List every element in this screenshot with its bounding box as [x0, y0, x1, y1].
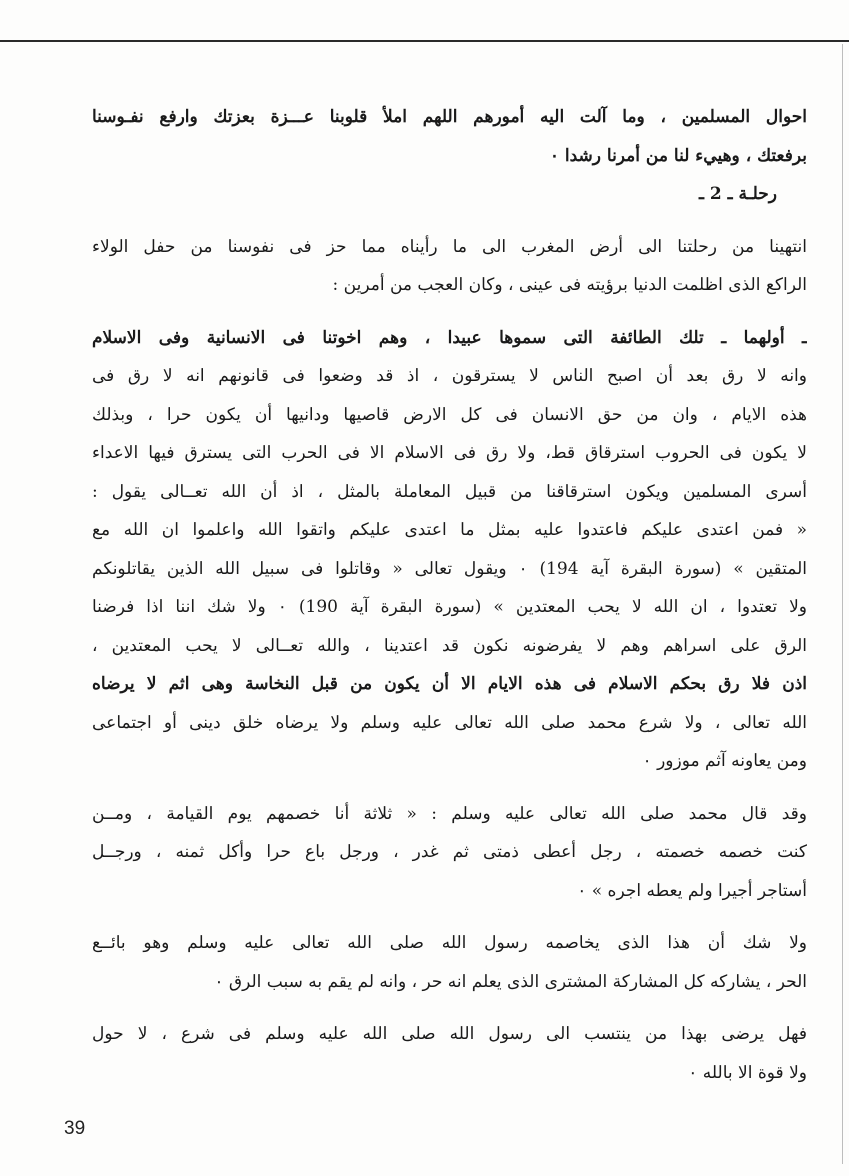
text-line: هذه الايام ، وان من حق الانسان فى كل الارض قاصيها ودانيها أن يكون حرا ، وبذلك: [92, 404, 807, 425]
text-line: ـ أولهما ـ تلك الطائفة التى سموها عبيدا ، وهم اخوتنا فى الانسانية وفى الاسلام: [92, 327, 807, 348]
page-edge-line: [842, 44, 843, 1164]
text-line: وانه لا رق بعد أن اصبح الناس لا يسترقون ، اذ قد وضعوا فى قانونهم انه لا رق فى: [92, 366, 807, 386]
page-number: 39: [64, 1118, 86, 1139]
text-line: برفعتك ، وهييء لنا من أمرنا رشدا ٠: [549, 145, 807, 166]
text-line: ولا تعتدوا ، ان الله لا يحب المعتدين » (سورة البقرة آية 190) ٠ ولا شك اننا اذا فرضنا: [92, 597, 807, 617]
text-line: وقد قال محمد صلى الله تعالى عليه وسلم : « ثلاثة أنا خصمهم يوم القيامة ، ومــن: [92, 803, 807, 824]
text-line: أستاجر أجيرا ولم يعطه اجره » ٠: [577, 880, 807, 901]
text-line: الراكع الذى اظلمت الدنيا برؤيته فى عينى ، وكان العجب من أمرين :: [332, 275, 807, 295]
section-heading: رحلـة ـ 2 ـ: [698, 184, 777, 204]
text-line: انتهينا من رحلتنا الى أرض المغرب الى ما رأيناه مما حز فى نفوسنا من حفل الولاء: [92, 236, 807, 257]
text-line: ولا قوة الا بالله ٠: [688, 1062, 807, 1083]
top-border-line: [0, 40, 849, 42]
text-line: اذن فلا رق بحكم الاسلام فى هذه الايام الا أن يكون من قبل النخاسة وهى اثم لا يرضاه: [92, 674, 807, 694]
text-line: فهل يرضى بهذا من ينتسب الى رسول الله صلى الله عليه وسلم فى شرع ، لا حول: [92, 1024, 807, 1044]
text-line: لا يكون فى الحروب استرقاق قط، ولا رق فى الاسلام الا فى الحرب التى يسترق فيها الاعداء: [92, 443, 807, 463]
text-line: الحر ، يشاركه كل المشاركة المشترى الذى يعلم انه حر ، وانه لم يقم به سبب الرق ٠: [214, 971, 807, 992]
text-line: « فمن اعتدى عليكم فاعتدوا عليه بمثل ما اعتدى عليكم واتقوا الله واعلموا ان الله مع: [92, 520, 807, 540]
text-line: المتقين » (سورة البقرة آية 194) ٠ ويقول تعالى « وقاتلوا فى سبيل الله الذين يقاتلونكم: [92, 558, 807, 579]
text-line: أسرى المسلمين ويكون استرقاقنا من قبيل المعاملة بالمثل ، اذ أن الله تعــالى يقول :: [92, 481, 807, 502]
body-text: [92, 98, 807, 1092]
text-line: ولا شك أن هذا الذى يخاصمه رسول الله صلى الله تعالى عليه وسلم وهو بائــع: [92, 933, 807, 953]
text-line: الله تعالى ، ولا شرع محمد صلى الله تعالى عليه وسلم ولا يرضاه خلق دينى أو اجتماعى: [92, 712, 807, 733]
text-line: احوال المسلمين ، وما آلت اليه أمورهم اللهم املأ قلوبنا عـــزة بعزتك وارفع نفـوسنا: [92, 107, 807, 127]
text-line: كنت خصمه خصمته ، رجل أعطى ذمتى ثم غدر ، ورجل باع حرا وأكل ثمنه ، ورجــل: [92, 842, 807, 862]
text-line: ومن يعاونه آثم موزور ٠: [642, 751, 807, 771]
text-line: الرق على اسراهم وهم لا يفرضونه نكون قد اعتدينا ، والله تعــالى لا يحب المعتدين ،: [92, 635, 807, 656]
